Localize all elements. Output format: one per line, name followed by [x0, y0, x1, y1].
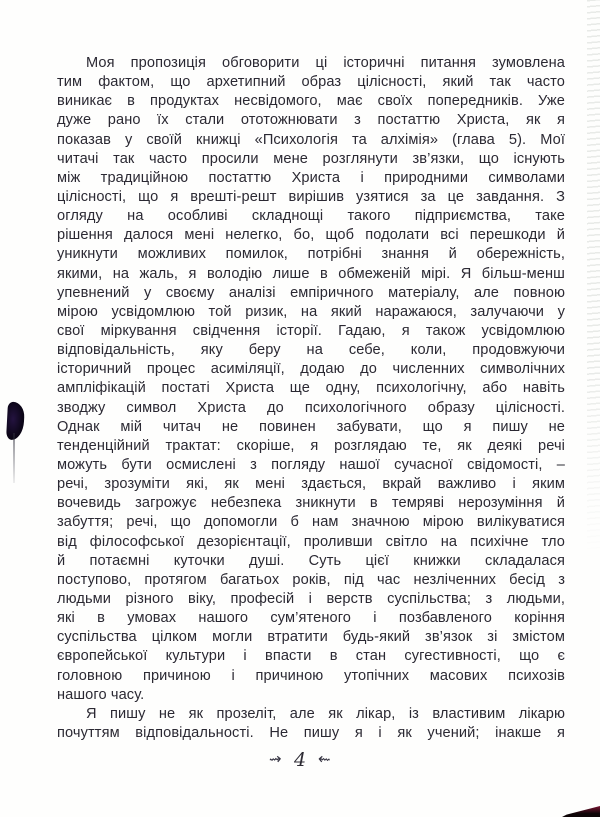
paragraph — [57, 55, 565, 706]
text-line: рішення далося мені нелегко, бо, щоб подолати всі перешкоди й — [57, 227, 565, 244]
text-line: уникнути можливих помилок, потрібні знання й обережність, — [57, 246, 565, 263]
scan-crease-line — [13, 433, 15, 483]
body-text — [57, 55, 565, 744]
text-line: й потаємні куточки душі. Суть цієї книжки складалася — [57, 552, 565, 569]
text-line: тим фактом, що архетипний образ цілісності, який так часто — [57, 74, 565, 91]
text-line: Однак мій читач не повинен забувати, що я пишу не — [57, 418, 565, 435]
text-line: поступово, протягом багатьох років, під час незліченних бесід з — [57, 571, 565, 588]
page-number: 4 — [293, 749, 307, 771]
text-line: європейської культури і впасти в стан сугестивності, що є — [57, 648, 565, 665]
text-line: показав у своїй книжці «Психологія та алхімія» (глава 5). Мої — [57, 131, 565, 148]
text-line: ампліфікацій постаті Христа ще одну, психологічну, або навіть — [57, 380, 565, 397]
squiggle-arrow-left-icon: ⇜ — [317, 750, 332, 769]
text-line: між традиційною постаттю Христа і природними символами — [57, 169, 565, 186]
text-line: забуття; речі, що допомогли б нам значною мірою вилікуватися — [57, 514, 565, 531]
page-edge-texture — [587, 0, 600, 560]
text-line: суспільства цілком могли втратити будь-який зв’язок зі змістом — [57, 629, 565, 646]
scan-smudge-mark — [6, 402, 25, 441]
text-line: свої міркування свідчення історії. Гадаю, я також усвідомлюю — [57, 322, 565, 339]
text-line: речі, зрозуміти які, як мені здається, вкрай важливо і яким — [57, 476, 565, 493]
squiggle-arrow-right-icon: ⇝ — [268, 750, 283, 769]
text-line: мірою усвідомлюю той ризик, на який наражаюся, залучаючи у — [57, 303, 565, 320]
text-line: якими, на жаль, я володію лише в обмеженій мірі. Я більш-менш — [57, 265, 565, 282]
text-line: цілісності, що я врешті-решт вирішив узятися за це завдання. З — [57, 188, 565, 205]
text-line: виникає в продуктах несвідомого, має своїх попередників. Уже — [57, 93, 565, 110]
scan-corner-mark — [562, 806, 600, 817]
text-line: історичний процес асиміляції, додаю до численних символічних — [57, 361, 565, 378]
text-line: відповідальність, яку беру на себе, коли, продовжуючи — [57, 342, 565, 359]
text-line: огляду на особливі складнощі такого підприємства, таке — [57, 208, 565, 225]
text-line: вочевидь загрожує небезпека зникнути в темряві нерозуміння й — [57, 495, 565, 512]
text-line: нашого часу. — [57, 686, 145, 703]
text-line: упевнений у своєму аналізі емпіричного матеріалу, але повною — [57, 284, 565, 301]
text-line: зводжу символ Христа до психологічного образу цілісності. — [57, 399, 565, 416]
text-line: головною причиною і причиною утопічних масових психозів — [57, 667, 565, 684]
text-line: можуть бути осмислені з погляду нашої сучасної свідомості, – — [57, 456, 565, 473]
text-line: які в умовах нашого сум’ятеного і позбавленого коріння — [57, 610, 565, 627]
text-line: тенденційний трактат: скоріше, я розглядаю те, як деякі речі — [57, 437, 565, 454]
text-line: від філософської дезорієнтації, проливши світло на психічне тло — [57, 533, 565, 550]
text-line: почуттям відповідальності. Не пишу я і як учений; інакше я — [57, 724, 565, 741]
text-line: дуже рано їх стали ототожнювати з постаттю Христа, як я — [57, 112, 565, 129]
page-footer — [0, 749, 600, 771]
paragraph — [57, 706, 565, 744]
text-line: читачі так часто просили мене розглянути зв’язки, що існують — [57, 150, 565, 167]
text-line: Моя пропозиція обговорити ці історичні питання зумовлена — [86, 55, 565, 71]
text-line: людьми різного віку, професій і верств суспільства; з людьми, — [57, 590, 565, 607]
text-line: Я пишу не як прозеліт, але як лікар, із властивим лікарю — [86, 705, 565, 722]
